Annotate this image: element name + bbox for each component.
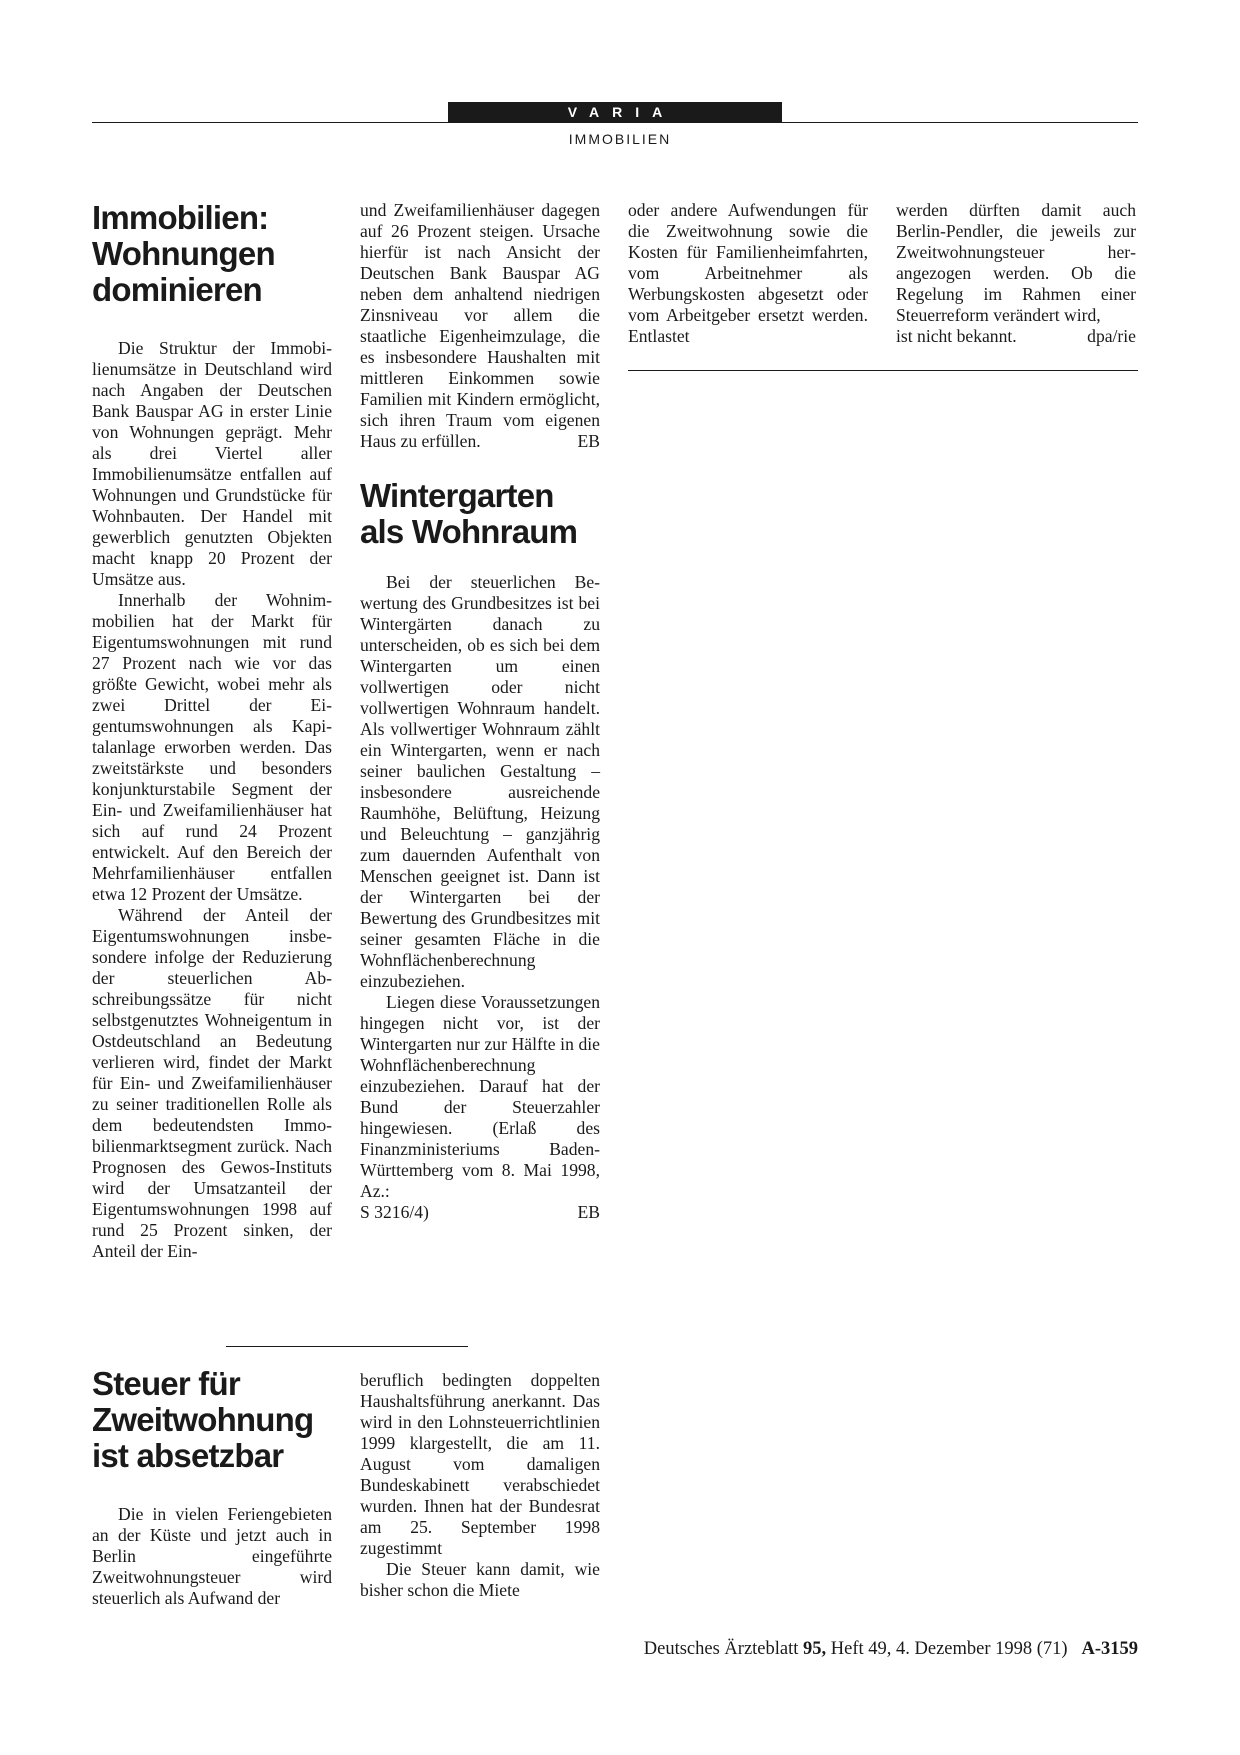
column-end-rule	[628, 370, 1138, 371]
article3-paragraph-5: werden dürften damit auch Berlin-Pendler, die jeweils zur Zweitwohnungsteuer herangezogen werden. Ob die Regelung im Rahmen einer Steuerreform verändert wird,	[896, 200, 1136, 325]
journal-name: Deutsches Ärzteblatt	[643, 1639, 799, 1659]
issue-date: Heft 49, 4. Dezember 1998 (71)	[830, 1639, 1068, 1659]
article2-signature: EB	[577, 1202, 600, 1222]
article3-column-3	[628, 200, 868, 347]
journal-volume: 95,	[803, 1639, 827, 1659]
subsection-label: IMMOBILIEN	[568, 131, 672, 147]
article1-paragraph-3: Während der Anteil der Eigentumswohnungen insbesondere infolge der Reduzierung der steuerlichen Abschreibungssätze für nicht selbstgenutztes Wohneigentum in Ostdeutschland an Bedeutung verlieren wird, findet der Markt für Ein- und Zweifamilienhäuser zu seiner traditionellen Rolle als dem bedeutendsten Immobilienmarktsegment zurück. Nach Prognosen des Gewos-Instituts wird der Umsatzanteil der Eigentumswohnungen 1998 auf rund 25 Prozent sinken, der Anteil der Ein-	[92, 905, 332, 1261]
article3-column-2	[360, 1370, 600, 1601]
article3-signature: dpa/rie	[1087, 326, 1136, 346]
article1-paragraph-2: Innerhalb der Wohnimmobilien hat der Markt für Eigentumswohnungen mit rund 27 Prozent nach wie vor das größte Gewicht, wobei mehr als zwei Drittel der Eigentumswohnungen als Kapitalanlage erworben werden. Das zweitstärkste und besonders konjunkturstabile Segment der Ein- und Zweifamilienhäuser hat sich auf rund 24 Prozent entwickelt. Auf den Bereich der Mehrfamilienhäuser entfallen etwa 12 Prozent der Umsätze.	[92, 590, 332, 904]
article2-paragraph-1: Bei der steuerlichen Bewertung des Grundbesitzes ist bei Wintergärten danach zu unterscheiden, ob es sich bei dem Wintergarten um einen vollwertigen oder nicht vollwertigen Wohnraum handelt. Als vollwertiger Wohnraum zählt ein Wintergarten, wenn er nach seiner baulichen Gestaltung – insbesondere ausreichende Raumhöhe, Belüftung, Heizung und Beleuchtung – ganzjährig zum dauernden Aufenthalt von Menschen geeignet ist. Dann ist der Wintergarten bei der Bewertung des Grundbesitzes mit seiner gesamten Fläche in die Wohnflächenberechnung einzubeziehen.	[360, 572, 600, 991]
article3-paragraph-3: Die Steuer kann damit, wie bisher schon die Miete	[360, 1559, 600, 1600]
article1-continuation: und Zweifamilienhäuser dagegen auf 26 Prozent steigen. Ursache hierfür ist nach Ansicht der Deutschen Bank Bauspar AG neben dem anhaltend niedrigen Zinsniveau vor allem die staatliche Eigenheimzulage, die es insbesondere Haushalten mit mittleren Einkommen sowie Familien mit Kindern ermöglicht, sich ihren Traum vom eigenen Haus zu erfüllen.	[360, 200, 600, 451]
headline-wintergarten: Wintergarten als Wohnraum	[360, 477, 578, 550]
article1-paragraph-1: Die Struktur der Immobilienumsätze in Deutschland wird nach Angaben der Deutschen Bank Bauspar AG in erster Linie von Wohnungen geprägt. Mehr als drei Viertel aller Immobilienumsätze entfallen auf Wohnungen und Grundstücke für Wohnbauten. Der Handel mit gewerblich genutzten Objekten macht knapp 20 Prozent der Umsätze aus.	[92, 338, 332, 589]
header-rule	[92, 122, 1138, 123]
article3-closing-text: ist nicht bekannt.	[896, 326, 1017, 346]
article3-column-1	[92, 1366, 332, 1609]
article3-column-4	[896, 200, 1136, 347]
page-number: A-3159	[1081, 1639, 1138, 1659]
column-1	[92, 200, 332, 1262]
section-label: VARIA	[448, 102, 782, 123]
article3-last-line	[896, 326, 1136, 347]
article2-last-line	[360, 1202, 600, 1223]
az-reference: S 3216/4)	[360, 1202, 429, 1222]
article1-signature: EB	[577, 431, 600, 451]
page-footer	[590, 1639, 1138, 1660]
article3-paragraph-1: Die in vielen Feriengebieten an der Küste und jetzt auch in Berlin eingeführte Zweitwohnungsteuer wird steuerlich als Aufwand der	[92, 1504, 332, 1608]
column-2	[360, 200, 600, 1223]
article3-paragraph-4: oder andere Aufwendungen für die Zweitwohnung sowie die Kosten für Familienheimfahrten, vom Arbeitnehmer als Werbungskosten abgesetzt oder vom Arbeitgeber ersetzt werden. Entlastet	[628, 200, 868, 346]
article3-paragraph-2: beruflich bedingten doppelten Haushaltsführung anerkannt. Das wird in den Lohnsteuerrichtlinien 1999 klargestellt, die am 11. August vom damaligen Bundeskabinett verabschiedet wurden. Ihnen hat der Bundesrat am 25. September 1998 zugestimmt	[360, 1370, 600, 1558]
headline-zweitwohnung: Steuer für Zweitwohnung ist absetzbar	[92, 1365, 314, 1474]
headline-immobilien: Immobilien: Wohnungen dominieren	[92, 199, 275, 308]
article-separator-rule	[226, 1346, 468, 1347]
article2-paragraph-2: Liegen diese Voraussetzungen hingegen nicht vor, ist der Wintergarten nur zur Hälfte in die Wohnflächenberechnung einzubeziehen. Darauf hat der Bund der Steuerzahler hingewiesen. (Erlaß des Finanzministeriums Baden-Württemberg vom 8. Mai 1998, Az.:	[360, 992, 600, 1201]
